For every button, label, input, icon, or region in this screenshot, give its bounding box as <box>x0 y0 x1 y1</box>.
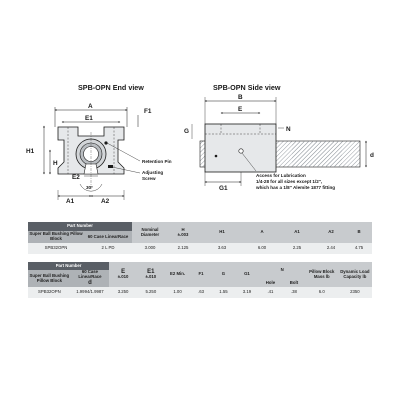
dim-label-f1: F1 <box>144 108 152 115</box>
dim-label-a1: A1 <box>66 198 75 205</box>
cell-capacity: 2350 <box>338 287 372 298</box>
dim-label-e: E <box>238 106 243 113</box>
col-nominal: Nominal Diameter <box>132 222 168 243</box>
note-adjusting-1: Adjusting <box>142 170 164 175</box>
dimensions-table-1 <box>28 222 372 254</box>
col-mass: Pillow Block Mass lb <box>306 262 338 287</box>
cell-mass: 6.0 <box>306 287 338 298</box>
dimensions-table-2 <box>28 262 372 298</box>
col-part-pillow: Super Ball Bushing Pillow Block <box>29 231 83 241</box>
cell-part-pillow: SPB32OPN <box>28 243 84 254</box>
dim-label-g1: G1 <box>219 185 228 192</box>
col-n: N <box>259 262 306 279</box>
cell-part-case: 2 L PD <box>84 243 132 254</box>
dim-label-a2: A2 <box>101 198 110 205</box>
end-view-title: SPB-OPN End view <box>78 83 144 92</box>
dim-label-n: N <box>286 126 291 133</box>
part-number-header: Part Number <box>28 222 132 231</box>
dim-label-e1: E1 <box>85 115 93 122</box>
part-number-header-2: Part Number <box>28 262 109 270</box>
cell-part-pillow-2: SPB32OPN <box>28 287 71 298</box>
col-h1: H1 <box>198 222 246 243</box>
lube-access <box>239 149 243 153</box>
col-a1: A1 <box>278 222 316 243</box>
col-h: H ±.003 <box>168 222 198 243</box>
cell-g: 1.55 <box>212 287 236 298</box>
dim-label-h1: H1 <box>26 148 35 155</box>
pillow-block-side <box>205 124 276 172</box>
col-g1: G1 <box>235 262 259 287</box>
cell-e: 3.250 <box>109 287 137 298</box>
dim-label-b: B <box>238 94 243 101</box>
dim-label-h: H <box>53 160 58 167</box>
col-a: A <box>246 222 278 243</box>
note-adjusting-2: Screw <box>142 176 156 181</box>
col-a2: A2 <box>316 222 346 243</box>
cell-a: 6.00 <box>246 243 278 254</box>
side-view-title: SPB-OPN Side view <box>213 83 281 92</box>
col-f1: F1 <box>190 262 211 287</box>
col-part-pillow-2: Super Ball Bushing Pillow Block <box>28 270 71 287</box>
dim-label-a: A <box>88 103 93 110</box>
angle-label: 30° <box>86 185 93 190</box>
col-n-bolt: Bolt <box>282 279 306 287</box>
cell-e1: 5.250 <box>137 287 165 298</box>
col-g: G <box>212 262 236 287</box>
col-e1: E1 ±.010 <box>137 262 165 287</box>
cell-a1: 2.25 <box>278 243 316 254</box>
dim-label-g: G <box>184 128 189 135</box>
col-n-hole: Hole <box>259 279 283 287</box>
side-view <box>184 94 374 192</box>
note-retention-pin: Retention Pin <box>142 159 172 164</box>
cell-b: 4.75 <box>346 243 372 254</box>
table-row <box>28 243 372 254</box>
cell-n-hole: .41 <box>259 287 283 298</box>
dim-label-d: d <box>370 152 374 159</box>
cell-h: 2.125 <box>168 243 198 254</box>
end-view <box>26 103 172 205</box>
note-lube-3: which has a 1/8" Alemite 1877 fitting <box>256 185 336 190</box>
table-row <box>28 287 372 298</box>
cell-nominal: 3.000 <box>132 243 168 254</box>
col-capacity: Dynamic Load Capacity lb <box>338 262 372 287</box>
cell-g1: 3.19 <box>235 287 259 298</box>
cell-n-bolt: .38 <box>282 287 306 298</box>
note-lube-2: 1/4-28 for all sizes except 1/2", <box>256 179 323 184</box>
cell-e2: 1.00 <box>165 287 191 298</box>
cell-race-d: 1.9994/1.9987 <box>71 287 109 298</box>
dim-label-e2: E2 <box>72 174 80 181</box>
col-e: E ±.010 <box>109 262 137 287</box>
col-e2: E2 Min. <box>165 262 191 287</box>
note-lube-1: Access for Lubrication <box>256 173 306 178</box>
col-race: 60 Case LinearRace d <box>71 270 109 287</box>
cell-h1: 3.63 <box>198 243 246 254</box>
col-b: B <box>346 222 372 243</box>
col-part-case: 60 Case LinearRace <box>84 231 132 243</box>
cell-f1: .63 <box>190 287 211 298</box>
cell-a2: 2.44 <box>316 243 346 254</box>
